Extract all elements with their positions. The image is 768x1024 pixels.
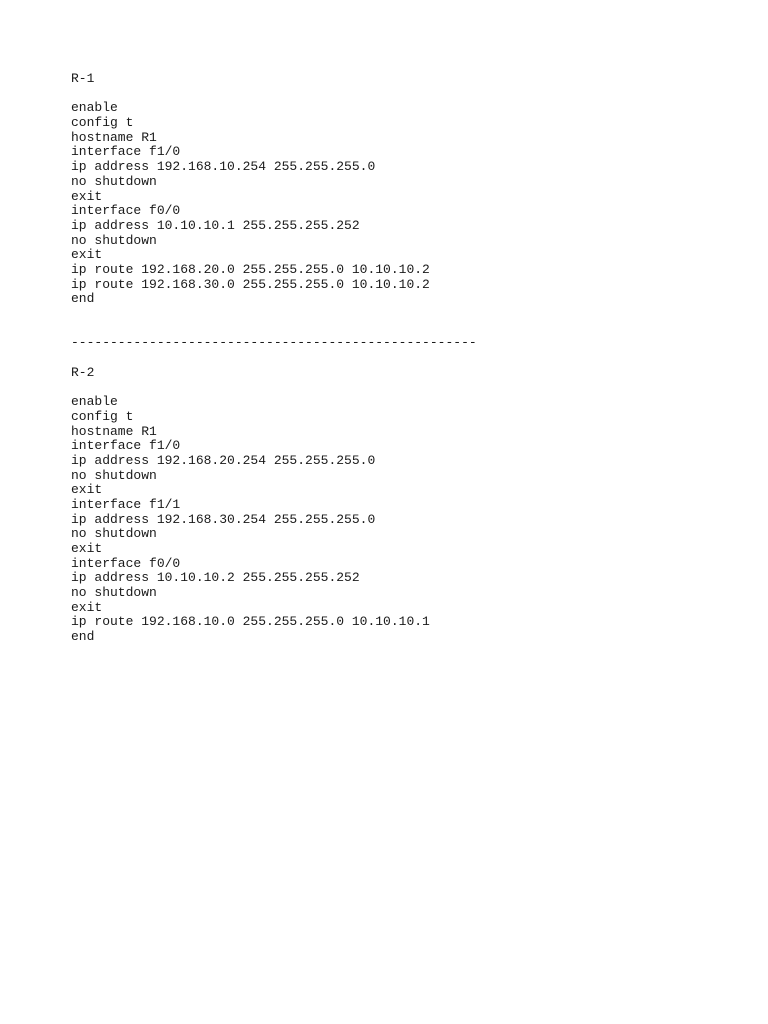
config-line: config t <box>71 115 134 131</box>
config-line: no shutdown <box>71 232 157 248</box>
spacer <box>71 307 751 336</box>
config-line: config t <box>71 408 134 424</box>
document-page <box>71 72 751 645</box>
config-line: ip address 10.10.10.1 255.255.255.252 <box>71 217 360 233</box>
config-line: exit <box>71 247 103 263</box>
config-line: end <box>71 291 95 307</box>
config-line: enable <box>71 100 118 116</box>
spacer <box>71 380 751 395</box>
config-line: ip address 10.10.10.2 255.255.255.252 <box>71 570 360 586</box>
config-line: ip address 192.168.20.254 255.255.255.0 <box>71 452 376 468</box>
config-line: ip route 192.168.10.0 255.255.255.0 10.10.10.1 <box>71 614 430 630</box>
router1-title: R-1 <box>71 71 95 86</box>
router2-config-block <box>71 395 751 645</box>
config-line: interface f1/0 <box>71 438 181 454</box>
config-line: ip route 192.168.20.0 255.255.255.0 10.10.10.2 <box>71 261 430 277</box>
config-line: no shutdown <box>71 585 157 601</box>
spacer <box>71 87 751 102</box>
section-divider: ---------------------------------------------------- <box>71 335 477 351</box>
config-line: exit <box>71 188 103 204</box>
config-line: hostname R1 <box>71 129 157 145</box>
router1-config-block <box>71 101 751 307</box>
config-line: hostname R1 <box>71 423 157 439</box>
config-line: no shutdown <box>71 526 157 542</box>
router2-title: R-2 <box>71 364 95 380</box>
config-line: interface f0/0 <box>71 203 181 219</box>
config-line: no shutdown <box>71 173 157 189</box>
config-line: exit <box>71 541 103 557</box>
config-line: no shutdown <box>71 467 157 483</box>
config-line: exit <box>71 482 103 498</box>
config-line: exit <box>71 599 103 615</box>
config-line: end <box>71 629 95 645</box>
spacer <box>71 351 751 366</box>
config-line: interface f1/0 <box>71 144 181 160</box>
config-line: interface f0/0 <box>71 555 181 571</box>
config-line: ip address 192.168.30.254 255.255.255.0 <box>71 511 376 527</box>
config-line: ip route 192.168.30.0 255.255.255.0 10.10.10.2 <box>71 276 430 292</box>
config-line: ip address 192.168.10.254 255.255.255.0 <box>71 159 376 175</box>
config-line: enable <box>71 394 118 410</box>
config-line: interface f1/1 <box>71 496 181 512</box>
